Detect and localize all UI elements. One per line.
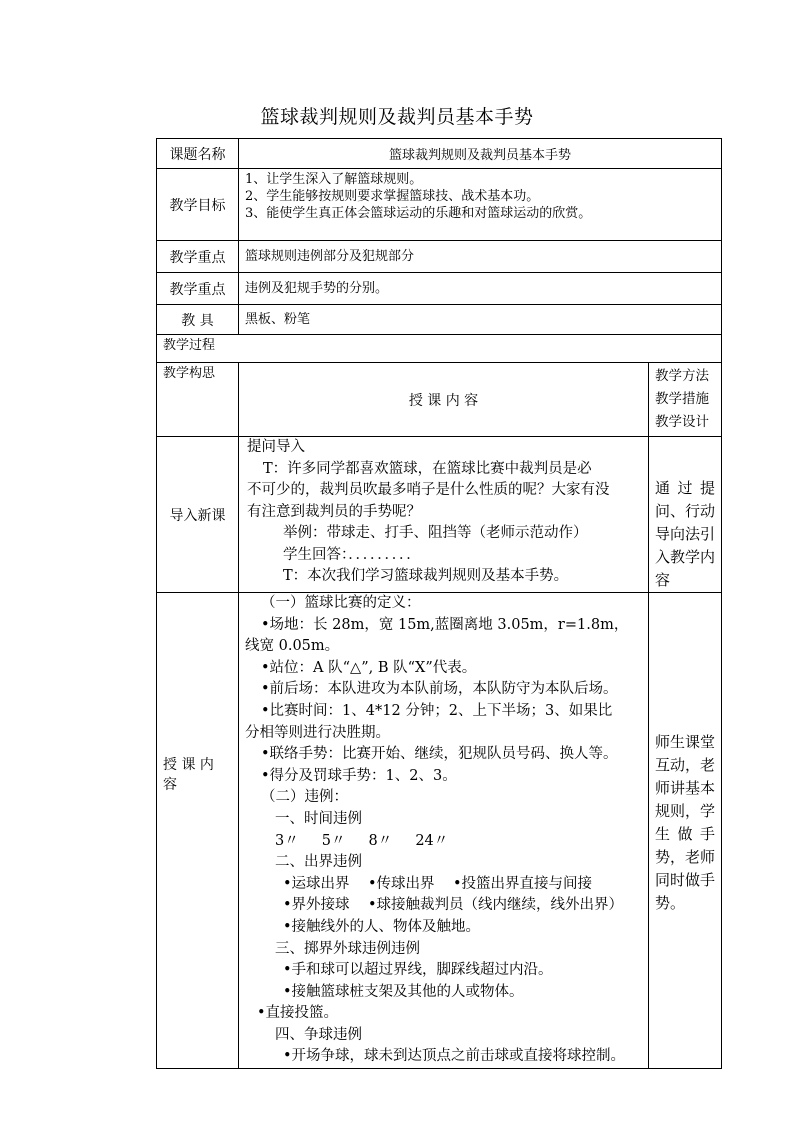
content-method: 师生课堂互动，老师讲基本规则，学生做手势，老师同时做手势。 (649, 593, 722, 1069)
goal-item: 2、学生能够按规则要求掌握篮球技、战术基本功。 (245, 189, 540, 204)
content-line: •比赛时间：1、4*12 分钟；2、上下半场；3、如果比 (261, 702, 613, 719)
lesson-content (239, 593, 649, 1069)
intro-method: 通过提问、行动导向法引入教学内容 (649, 437, 722, 593)
difficulty-value: 违例及犯规手势的分别。 (239, 273, 722, 305)
content-line: （一）篮球比赛的定义： (261, 595, 421, 611)
intro-line: 提问导入 (247, 439, 305, 455)
document-title: 篮球裁判规则及裁判员基本手势 (260, 106, 534, 128)
key-point-row (157, 241, 722, 273)
content-line: •联络手势：比赛开始、继续，犯规队员号码、换人等。 (261, 746, 618, 763)
difficulty-row (157, 273, 722, 305)
process-row (157, 335, 722, 363)
content-line: 二、出界违例 (275, 854, 362, 871)
method-header-line: 教学设计 (655, 414, 709, 430)
key-point-label: 教学重点 (157, 241, 239, 273)
tools-value: 黑板、粉笔 (239, 305, 722, 335)
content-line: •站位：A 队“△”, B 队“X”代表。 (261, 659, 477, 676)
intro-content (239, 437, 649, 593)
intro-line: 不可少的，裁判员吹最多哨子是什么性质的呢？大家有没 (247, 482, 610, 498)
topic-label: 课题名称 (157, 139, 239, 169)
lesson-plan-table (156, 138, 722, 1069)
intro-label: 导入新课 (157, 437, 239, 593)
content-line: •接触线外的人、物体及触地。 (283, 918, 481, 935)
tools-label: 教 具 (157, 305, 239, 335)
topic-value: 篮球裁判规则及裁判员基本手势 (239, 139, 722, 169)
content-line: •手和球可以超过界线，脚踩线超过内沿。 (283, 962, 553, 979)
content-line: •接触篮球桩支架及其他的人或物体。 (283, 983, 524, 1000)
goal-row (157, 169, 722, 241)
content-line: •前后场：本队进攻为本队前场，本队防守为本队后场。 (261, 681, 618, 698)
intro-line: 学生回答：．．．．．．．．． (283, 546, 421, 563)
content-line: •直接投篮。 (257, 1005, 339, 1022)
goal-label: 教学目标 (157, 169, 239, 241)
content-line: 分相等则进行决胜期。 (245, 724, 390, 741)
content-line: 四、争球违例 (275, 1026, 362, 1043)
content-row (157, 593, 722, 1069)
goal-list (239, 169, 722, 241)
key-point-value: 篮球规则违例部分及犯规部分 (239, 241, 722, 273)
intro-line: T：本次我们学习篮球裁判规则及基本手势。 (283, 568, 569, 584)
content-line: •界外接球 •球接触裁判员（线内继续，线外出界） (283, 897, 624, 914)
process-label: 教学过程 (157, 335, 722, 363)
content-label: 授 课 内 容 (157, 593, 239, 1069)
content-line: •运球出界 •传球出界 •投篮出界直接与间接 (283, 875, 593, 892)
structure-header: 教学构思 (157, 363, 239, 437)
method-header-line: 教学措施 (655, 391, 709, 407)
intro-line: 举例：带球走、打手、阻挡等（老师示范动作） (283, 525, 588, 541)
content-line: 3〃 5〃 8〃 24〃 (275, 832, 449, 849)
goal-item: 3、能使学生真正体会篮球运动的乐趣和对篮球运动的欣赏。 (245, 206, 592, 221)
tools-row (157, 305, 722, 335)
method-header-line: 教学方法 (655, 368, 709, 384)
content-line: •场地：长 28m，宽 15m,蓝圈离地 3.05m，r=1.8m， (261, 616, 629, 633)
content-line: •得分及罚球手势：1、2、3。 (261, 767, 457, 784)
intro-line: T：许多同学都喜欢篮球，在篮球比赛中裁判员是必 (263, 460, 592, 477)
method-header (649, 363, 722, 437)
goal-item: 1、让学生深入了解篮球规则。 (245, 172, 423, 187)
content-line: 三、掷界外球违例违例 (275, 940, 420, 957)
intro-row (157, 437, 722, 593)
topic-row (157, 139, 722, 169)
difficulty-label: 教学重点 (157, 273, 239, 305)
content-line: •开场争球，球未到达顶点之前击球或直接将球控制。 (283, 1048, 626, 1065)
content-header: 授 课 内 容 (239, 363, 649, 437)
content-line: 线宽 0.05m。 (245, 638, 340, 655)
content-line: （二）违例： (261, 789, 348, 806)
content-line: 一、时间违例 (275, 810, 362, 827)
intro-line: 有注意到裁判员的手势呢？ (247, 503, 421, 520)
header-row (157, 363, 722, 437)
